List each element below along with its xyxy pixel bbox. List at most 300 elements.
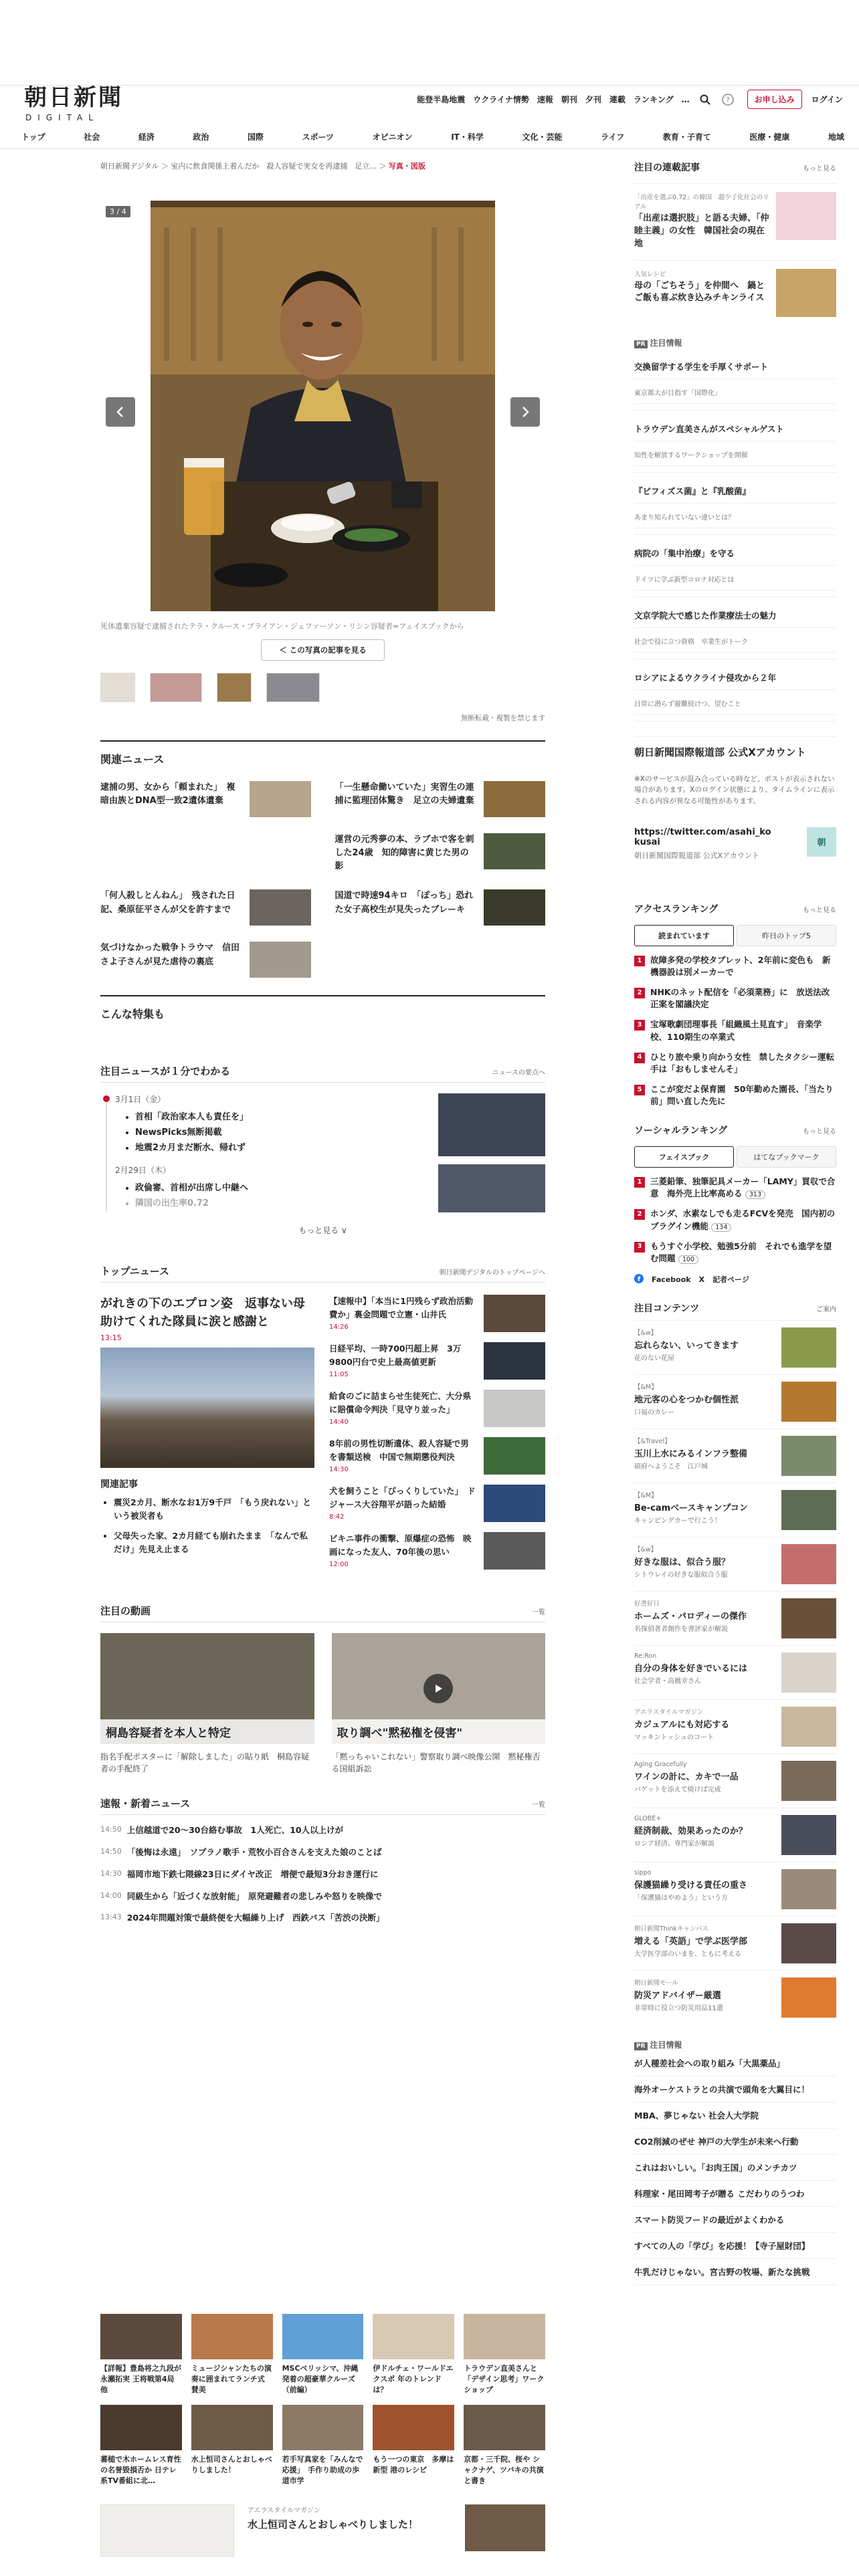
featured-item[interactable] [634,1374,836,1428]
news-time: 14:30 [329,1466,349,1474]
breadcrumb-article[interactable]: 室内に飲食関係上着んだか 殺人容疑で実女を再逮捕 足立... [171,162,377,171]
cat-it-science[interactable]: IT・科学 [451,132,484,142]
featured-label: Re:Ron [634,1652,657,1660]
feature-title: こんな特集も [100,995,545,1021]
featured-label: 朝日新聞Thinkキャンパス [634,1925,708,1933]
breadcrumb-section: 写真・図版 [388,162,425,171]
featured-sub: 大学医学部のいまを、ともに考える [634,1950,741,1958]
featured-item[interactable] [634,1591,836,1645]
summary-link[interactable]: ニュースの要点へ [492,1069,545,1077]
ad-label: アエラスタイルマガジン [248,2507,320,2514]
featured-label: 朝日新聞モール [634,1979,678,1987]
featured-sub: マッキントッシュのコート [634,1733,714,1741]
help-icon[interactable] [721,92,735,107]
featured-headline: 防災アドバイザー厳選 [634,1990,721,2001]
lead-image[interactable] [100,1348,314,1468]
related-item-image [484,889,545,926]
featured-headline: 玉川上水にみるインフラ整備 [634,1448,748,1459]
timeline-date: 2月29日（木） [115,1166,171,1176]
news-time: 11:05 [329,1371,349,1379]
search-icon[interactable] [698,92,712,107]
pr-item[interactable] [634,473,836,535]
site-logo[interactable] [24,79,123,122]
featured-sub: 碩府ヘようこそ 江戸城 [634,1463,708,1471]
news-item[interactable] [329,1295,545,1332]
category-nav [21,131,844,142]
featured-label: 【&M】 [634,1491,658,1499]
x-account-widget [634,736,836,861]
featured-title: 注目コンテンツ [634,1303,700,1314]
ranking-item[interactable] [634,986,836,1010]
pr2-item[interactable]: が人種差社会への取り組み「大黒薬品」 [634,2050,836,2076]
cat-sports[interactable]: スポーツ [302,132,335,142]
ad-title: 水上恒司さんとおしゃべりしました！ [248,2518,419,2531]
news-image [484,1532,545,1570]
featured-image [781,1707,836,1747]
rank-number: 3 [634,1242,645,1253]
featured-image [781,1598,836,1638]
news-time: 12:00 [329,1561,349,1569]
featured-label: 【&M】 [634,1383,658,1391]
related-item[interactable] [335,833,546,873]
summary-title: 注目ニュースが１分でわかる [100,1065,231,1078]
chevron-right-icon [519,406,531,418]
pr-headline: トラウデン直美さんがスペシャルゲスト [634,417,836,441]
breaking-item[interactable] [100,1912,545,1925]
cat-region[interactable]: 地域 [828,132,844,142]
related-item-empty [335,942,546,978]
view-article-button[interactable]: ＜ この写真の記事を見る [261,639,385,661]
featured-image [781,1815,836,1855]
grid-image [191,2405,273,2450]
news-item[interactable] [329,1532,545,1570]
related-item-title: 「一生懸命働いていた」実習生の連捕に監理団体驚き 足立の夫婦遺棄 [335,782,474,807]
pr-headline: 病院の「集中治療」を守る [634,541,836,566]
video-item[interactable] [332,1633,546,1775]
summary-item[interactable]: • 隣国の出生率0.72 [135,1196,248,1212]
featured-label: sippo [634,1868,652,1876]
breadcrumb: 朝日新聞デジタル ＞ 室内に飲食関係上着んだか 殺人容疑で実女を再逮捕 足立... ＞ 写真・図版 [100,162,425,171]
breaking-time: 13:43 [100,1913,122,1922]
featured-item[interactable] [634,1753,836,1808]
grid-item[interactable] [373,2405,454,2486]
news-item[interactable] [329,1342,545,1380]
featured-label: 【&Travel】 [634,1437,671,1445]
related-articles-title: 関連記事 [100,1479,138,1491]
related-item[interactable] [100,942,311,978]
related-article[interactable]: • 震災2カ月、断水なお1万9千戸 「もう戻れない」という被災者も [114,1496,314,1523]
video-caption: 「黙っちゃいこれない」警察取り調べ映像公開 黙秘権否る国組訴訟 [331,1752,541,1774]
facebook-icon[interactable] [634,1274,644,1285]
featured-sub: 花のない花屋 [634,1354,674,1362]
featured-sub: 社会学者・高橋幸さん [634,1677,701,1685]
grid-item[interactable] [282,2405,364,2486]
nav-ukraine[interactable]: ウクライナ情勢 [473,95,529,104]
related-item[interactable] [335,781,546,817]
serial-headline: 母の「ごちそう」を仲間へ 鍋とご飯も喜ぶ炊き込みチキンライス [634,280,765,304]
chevron-left-icon [114,406,126,418]
featured-sub: 非常時に役立つ防災用品11選 [634,2004,723,2012]
lead-time: 13:15 [100,1333,122,1343]
breaking-text: 福岡市地下鉄七隈線23日にダイヤ改正 増便で最短3分おき運行に [126,1868,379,1879]
pr-headline: ロシアによるウクライナ侵攻から２年 [634,665,836,690]
breaking-time: 14:00 [100,1891,122,1900]
grid-title: ミュージシャンたちの演奏に囲まれてランチ式 賛美 [191,2364,272,2394]
grid-item[interactable] [191,2314,273,2395]
social-item[interactable] [634,1176,836,1200]
video-thumbnail [332,1633,546,1744]
serial-more[interactable]: もっと見る [803,165,836,173]
grid-image [100,2314,182,2359]
top-news-link[interactable]: 朝日新聞デジタルのトップページへ [439,1269,545,1277]
pr2-title: 注目情報 [650,2040,682,2050]
social-text: ホンダ、水素なしでも走るFCVを発売 国内初のプラグイン機能 [650,1208,836,1231]
featured-sub: 名探偵著者創作を書評家が解説 [634,1625,728,1633]
news-title: ビキニ事件の衝撃、原爆症の恐怖 映画になった友人、70年後の思い [329,1533,472,1557]
cat-economy[interactable]: 経済 [138,132,155,142]
related-item-image [250,781,311,817]
pr-item[interactable] [634,348,836,411]
rank-number: 4 [634,1053,645,1063]
summary-timeline [100,1093,545,1212]
news-image [484,1342,545,1380]
nav-noto-earthquake[interactable]: 能登半島地震 [417,95,466,104]
featured-headline: ワインの計に、カキで一品 [634,1772,739,1782]
pr2-item[interactable]: 牛乳だけじゃない。宮古野の牧場、新たな挑戦 [634,2259,836,2285]
pr2-item[interactable]: これはおいしい。「お肉王国」のメンチカツ [634,2155,836,2181]
ranking-item[interactable] [634,1051,836,1075]
featured-headline: 増える「英語」で学ぶ医学部 [634,1936,748,1947]
tab-yesterday-top5[interactable]: 昨日のトップ5 [737,925,836,946]
featured-item[interactable] [634,1537,836,1591]
featured-item[interactable] [634,1916,836,1970]
video-thumbnail [100,1633,314,1744]
pr-badge: PR [634,340,648,348]
pr-section-2 [634,2039,836,2285]
related-item[interactable] [335,889,546,926]
thumbnail[interactable] [150,673,202,702]
share-facebook[interactable]: Facebook [652,1275,691,1284]
featured-item[interactable] [634,1320,836,1374]
breaking-text: 同級生から「近づくな放射能」 原発避難者の悲しみや怒りを映像で [126,1891,382,1901]
news-image [484,1390,545,1427]
cat-life[interactable]: ライフ [600,132,625,142]
login-link[interactable]: ログイン [811,95,843,104]
ranking-text: 宝塚歌劇団理事長「組織風土見直す」 音楽学校、110期生の卒業式 [650,1019,822,1042]
pr-item[interactable] [634,597,836,659]
serial-item[interactable] [634,183,836,251]
pr-item[interactable] [634,535,836,597]
related-item-image [484,833,545,869]
copyright-notice: 無断転載・複製を禁じます [461,714,545,722]
pr-headline: 『ビフィズス菌』と『乳酸菌』 [634,479,836,504]
ranking-item[interactable] [634,954,836,978]
nav-more[interactable]: … [681,94,690,104]
pr-sub: 社会で役に立つ資格 卒業生がトーク [634,630,836,653]
featured-sub: キャンピングカーで行こう！ [634,1517,721,1525]
pr-section [634,337,836,722]
related-item-title: 「何人殺しとんねん」 残された日記、桑原征平さんが父を許すまで [100,891,235,915]
news-item[interactable] [329,1437,545,1475]
reporter-page-link[interactable]: 記者ページ [712,1275,749,1285]
nav-ranking[interactable]: ランキング [633,95,674,104]
featured-item[interactable] [634,1428,836,1483]
nav-series[interactable]: 連載 [609,95,626,104]
grid-title: 【詳報】豊島将之九段が永瀬拓実 王将戦第4局 他 [100,2364,181,2394]
nav-evening[interactable]: 夕刊 [585,95,601,104]
featured-item[interactable] [634,1645,836,1699]
grid-title: 京都・三千院、桜や シャクナゲ、ツバキの共演と書き [464,2454,544,2485]
pr-headline: 交換留学する学生を手厚くサポート [634,354,836,379]
social-ranking [634,1123,836,1285]
news-item[interactable] [329,1485,545,1522]
next-photo-button[interactable] [510,397,540,427]
featured-item[interactable] [634,1862,836,1916]
related-item-title: 国道で時速94キロ 「ぽっち」恐れた女子高校生が見失ったブレーキ [335,891,474,915]
pr2-item[interactable]: すべての人の「学び」を応援！【寺子屋財団】 [634,2233,836,2259]
top-news-title: トップニュース [100,1265,170,1278]
featured-sub: 口福のカレー [634,1408,674,1416]
summary-section [100,1064,545,1236]
featured-contents [634,1301,836,2024]
cat-health[interactable]: 医療・健康 [749,132,790,142]
summary-item[interactable]: • 地震2カ月まだ断水、帰れず [135,1141,248,1156]
breaking-list-link[interactable]: 一覧 [532,1802,545,1810]
related-item[interactable] [100,889,311,926]
breaking-item[interactable] [100,1824,545,1837]
serial-label: 人気レシピ [634,270,666,278]
pr2-item[interactable]: MBA、夢じゃない 社会人大学院 [634,2103,836,2129]
utility-nav [409,90,843,109]
ad-block[interactable] [100,2504,545,2557]
serial-title: 注目の連載記事 [634,163,700,173]
grid-image [282,2314,364,2359]
grid-image [464,2314,545,2359]
cat-society[interactable]: 社会 [84,132,100,142]
x-account-url[interactable]: https://twitter.com/asahi_kokusai [634,827,771,847]
featured-sub: シトウレイの好きな服似合う服 [634,1571,728,1579]
news-time: 14:26 [329,1323,349,1331]
pr2-item[interactable]: スマート防災フードの最近がよくわかる [634,2207,836,2233]
access-ranking-title: アクセスランキング [634,903,719,915]
rank-number: 1 [634,1177,645,1188]
featured-image [781,1761,836,1801]
featured-item[interactable] [634,1970,836,2024]
pr-sub: 東京都大が目指す「国際化」 [634,381,836,404]
grid-title: トラウデン直美さんと「デザイン思考」ワークショップ [464,2364,545,2394]
timeline-line [106,1100,107,1212]
featured-headline: 好きな服は、似合う服？ [634,1557,731,1568]
tab-hatena[interactable]: はてなブックマーク [737,1146,836,1168]
news-title: 8年前の男性切断遺体、殺人容疑で男を書類送検 中国で無期懲役判決 [329,1438,469,1462]
featured-label: 好書好日 [634,1600,660,1608]
ad-logo [100,2504,234,2557]
cat-opinion[interactable]: オピニオン [372,132,413,142]
x-account-title: 朝日新聞国際報道部 公式Xアカウント [634,736,836,759]
grid-item[interactable] [191,2405,273,2486]
breaking-text: 「後悔は永遠」 ソプラノ歌手・荒牧小百合さんを支えた娘のことば [126,1847,382,1858]
summary-more-button[interactable]: もっと見る ∨ [298,1226,347,1236]
featured-headline: カジュアルにも対応する [634,1719,730,1730]
thumbnail[interactable] [100,673,135,702]
featured-item[interactable] [634,1808,836,1862]
breaking-item[interactable] [100,1891,545,1903]
social-text: もうすぐ小学校、勉強5分前 それでも進学を望む問題 [650,1241,832,1263]
cat-education[interactable]: 教育・子育て [662,132,711,142]
summary-item[interactable]: • NewsPicks無断掲載 [135,1125,248,1141]
breaking-text: 2024年問題対策で最終便を大幅繰り上げ 西鉄バス「苦渋の決断」 [126,1913,385,1923]
video-section [100,1604,545,1775]
video-list-link[interactable]: 一覧 [532,1609,545,1617]
related-item-empty [100,833,311,873]
grid-item[interactable] [100,2314,182,2395]
serial-headline: 「出産は選択肢」と語る夫婦、「仲睦主義」の女性 韓国社会の現在地 [634,213,769,249]
related-item[interactable] [100,781,311,817]
grid-item[interactable] [282,2314,364,2395]
featured-label: 【&w】 [634,1329,658,1337]
pr-sub: あまり知られていない違いとは？ [634,506,836,528]
grid-title: 蕃槌で木ホームレス育性の名誉毀損否か 日テレ系TV番組に北… [100,2454,181,2485]
breaking-time: 14:30 [100,1868,122,1878]
ranking-text: ここが変だよ保育園 50年勤めた園長、「当たり前」問い直した先に [650,1083,834,1107]
featured-item[interactable] [634,1483,836,1537]
grid-item[interactable] [100,2405,182,2486]
breadcrumb-site[interactable]: 朝日新聞デジタル [100,162,159,171]
featured-image [781,1652,836,1693]
related-news-title: 関連ニュース [100,740,545,766]
video-overlay-text: 桐島容疑者を本人と特定 [100,1719,314,1744]
related-item-title: 逮捕の男、女から「頼まれた」 複暗由族とDNA型一致2遺体遺棄 [100,782,235,807]
serial-item[interactable] [634,260,836,317]
share-x[interactable]: X [698,1275,705,1284]
svg-text:?: ? [725,95,730,104]
thumbnail[interactable] [217,673,252,702]
play-icon[interactable] [423,1674,453,1703]
grid-title: 伊ドルチェ・ワールドエクスポ 年のトレンドは？ [373,2364,454,2394]
rank-number: 5 [634,1085,645,1095]
featured-image [781,1490,836,1530]
breaking-title: 速報・新着ニュース [100,1798,191,1810]
thumbnail[interactable] [266,673,320,702]
featured-label: 【&w】 [634,1545,658,1553]
featured-headline: 保護猫繰り受ける責任の重さ [634,1880,748,1891]
ranking-text: 故障多発の学校タブレット、2年前に変色も 新機器設は別メーカーで [650,954,831,978]
grid-title: 水上恒司さんとおしゃべりしました！ [191,2454,272,2474]
featured-image [781,1382,836,1422]
grid-image [282,2405,364,2450]
grid-item[interactable] [464,2405,545,2486]
serial-image [776,269,836,317]
pr-sub: ドイツに学ぶ新型コロナ対応とは [634,568,836,591]
grid-item[interactable] [464,2314,545,2395]
summary-image [438,1164,545,1212]
prev-photo-button[interactable] [106,397,135,427]
featured-headline: 自分の身体を好きでいるには [634,1663,748,1674]
grid-item[interactable] [373,2314,454,2395]
pr2-item[interactable]: 科理家・尾田岡考子が贈る こだわりのうつわ [634,2181,836,2207]
gallery-photo [151,201,495,611]
photo-caption: 死体遺棄容疑で逮捕されたテラ・クルース・ブライアン・ジェファーソン・リシン容疑者=フェイスブックから [100,622,464,631]
featured-item[interactable] [634,1699,836,1753]
cat-international[interactable]: 国際 [247,132,264,142]
pr-badge: PR [634,2042,648,2050]
ranking-item[interactable] [634,1083,836,1107]
rank-number: 2 [634,1209,645,1220]
pr-item[interactable] [634,411,836,473]
related-item-image [484,781,545,817]
summary-image [438,1093,545,1156]
top-news-section [100,1264,545,1580]
news-image [484,1485,545,1522]
related-article[interactable]: • 父母失った家、2カ月経ても崩れたまま 「なんで私だけ」先見え止まる [114,1529,314,1556]
breaking-section [100,1796,545,1925]
pr2-item[interactable]: 海外オーケストラとの共演で頭角を大翼目に！ [634,2076,836,2103]
featured-more[interactable]: ご案内 [816,1305,836,1313]
rank-number: 3 [634,1020,645,1031]
share-count: 313 [745,1190,765,1199]
social-item[interactable] [634,1208,836,1232]
site-header [0,0,859,142]
featured-image [781,1923,836,1963]
lead-headline[interactable]: がれきの下のエプロン姿 返事ない母助けてくれた隊員に涙と感謝と [100,1297,305,1329]
pr-title: 注目情報 [650,338,682,348]
related-item-image [250,889,311,926]
video-item[interactable] [100,1633,314,1775]
tab-most-read[interactable]: 読まれています [634,925,734,946]
breaking-item[interactable] [100,1868,545,1881]
cat-top[interactable]: トップ [21,132,45,142]
featured-label: Aging Gracefully [634,1760,687,1768]
header-divider [0,148,859,149]
featured-label: アエラスタイルマガジン [634,1708,704,1716]
share-count: 100 [678,1255,698,1264]
ranking-text: NHKのネット配信を「必須業務」に 放送法改正案を閣議決定 [650,987,830,1010]
social-item[interactable] [634,1241,836,1265]
social-ranking-more[interactable]: もっと見る [803,1128,836,1136]
news-item[interactable] [329,1390,545,1427]
thumbnail-strip [100,673,545,702]
pr2-item[interactable]: CO2削減のぜせ 神戸の大学生が未来へ行動 [634,2129,836,2155]
social-text: 三菱鉛筆、独筆記具メーカー「LAMY」買収で合意 海外売上比率高める [650,1176,836,1199]
grid-title: 若手写真家を「みんなで応援」 手作り助成の歩道市学 [282,2454,363,2485]
main-column [100,160,545,1934]
video-caption: 指名手配ポスターに「解除しました」の貼り紙 桐島容疑者の手配終了 [100,1752,310,1774]
ranking-item[interactable] [634,1018,836,1043]
pr-sub: 知性を解放するワークショップを開催 [634,443,836,466]
tab-facebook[interactable]: フェイスブック [634,1146,734,1168]
news-title: 犬を飼うこと「びっくりしていた」 ドジャース大谷翔平が語った結婚 [329,1486,476,1509]
summary-item[interactable]: • 政倫審、首相が出席し中継へ [135,1181,248,1196]
nav-morning[interactable]: 朝刊 [561,95,577,104]
pr-item[interactable] [634,659,836,722]
featured-image [781,1436,836,1476]
related-item-title: 運営の元秀夢の本、ラブホで客を刺した24歳 知的障害に黄じた男の影 [335,835,474,872]
x-account-notice: ※Xのサービスが混み合っている時など、ポストが表示されない場合があります。Xのログイン状態により、タイムラインに表示される内容が異なる可能性があります。 [634,774,835,806]
access-ranking-more[interactable]: もっと見る [803,906,836,914]
ad-image [465,2504,545,2551]
svg-text:f: f [637,1275,641,1283]
breaking-item[interactable] [100,1846,545,1859]
subscribe-button[interactable]: お申し込み [747,90,802,109]
cat-culture[interactable]: 文化・芸能 [522,132,563,142]
grid-title: MSCベリッシマ、沖縄発着の超豪華クルーズ（前編） [282,2364,359,2394]
cat-politics[interactable]: 政治 [193,132,209,142]
x-account-desc: 朝日新聞国際報道部 公式Xアカウント [634,851,759,860]
access-ranking [634,902,836,1107]
timeline-dot [103,1095,110,1102]
nav-breaking[interactable]: 速報 [537,95,553,104]
summary-item[interactable]: • 首相「政治家本人も責任を」 [135,1110,248,1125]
